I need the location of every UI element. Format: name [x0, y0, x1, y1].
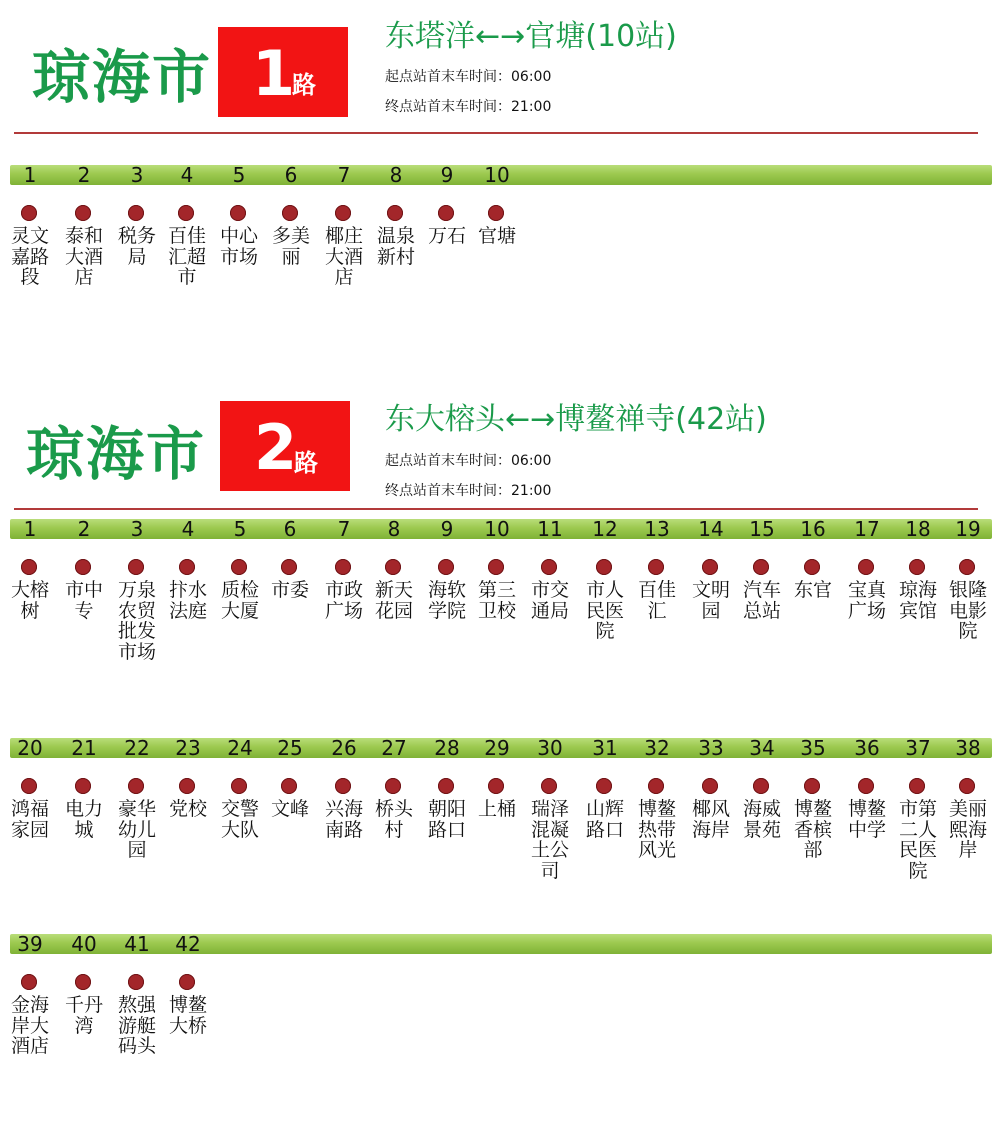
- stop-dot-icon: [648, 559, 664, 575]
- stop-number: 13: [644, 517, 670, 541]
- stop-number: 35: [800, 736, 826, 760]
- stop-dot-icon: [909, 778, 925, 794]
- stop-number: 1: [23, 517, 37, 541]
- stop-name: 百佳汇超市: [167, 225, 206, 289]
- stop-name: 抃水法庭: [168, 579, 207, 622]
- stop-dot-icon: [179, 559, 195, 575]
- stop-number: 24: [227, 736, 253, 760]
- stop-dot-icon: [335, 559, 351, 575]
- stop-name: 文峰: [270, 798, 309, 820]
- stop-number: 8: [387, 517, 401, 541]
- stop-number: 10: [484, 517, 510, 541]
- stop-name: 文明园: [691, 579, 730, 622]
- stop-name: 中心市场: [219, 225, 258, 268]
- last-bus-time: 终点站首末车时间：21:00: [385, 99, 552, 115]
- stop-name: 新天花园: [374, 579, 413, 622]
- stop-name: 博鳌香槟部: [793, 798, 832, 862]
- stop-number: 30: [537, 736, 563, 760]
- stop-dot-icon: [959, 559, 975, 575]
- stop-name: 兴海南路: [324, 798, 363, 841]
- stop-number: 37: [905, 736, 931, 760]
- stop-name: 万石: [427, 225, 466, 247]
- stop-dot-icon: [178, 205, 194, 221]
- stop-dot-icon: [387, 205, 403, 221]
- route-title: 东塔洋←→官塘(10站): [385, 19, 677, 54]
- stop-dot-icon: [596, 778, 612, 794]
- stop-number: 4: [180, 163, 194, 187]
- stop-name: 汽车总站: [742, 579, 781, 622]
- stop-number: 27: [381, 736, 407, 760]
- stop-name: 上桶: [477, 798, 516, 820]
- stop-name: 山辉路口: [585, 798, 624, 841]
- stop-name: 豪华幼儿园: [117, 798, 156, 862]
- divider: [14, 132, 978, 134]
- stop-name: 博鳌中学: [847, 798, 886, 841]
- stop-number: 3: [130, 517, 144, 541]
- stop-dot-icon: [438, 205, 454, 221]
- stop-number: 20: [17, 736, 43, 760]
- stop-number: 16: [800, 517, 826, 541]
- stop-number: 5: [232, 163, 246, 187]
- stop-number: 39: [17, 932, 43, 956]
- stop-dot-icon: [128, 205, 144, 221]
- stop-dot-icon: [541, 559, 557, 575]
- stop-dot-icon: [753, 559, 769, 575]
- stop-dot-icon: [541, 778, 557, 794]
- stop-dot-icon: [648, 778, 664, 794]
- stop-name: 熬强游艇码头: [117, 994, 156, 1058]
- stop-name: 银隆电影院: [948, 579, 987, 643]
- stop-name: 海软学院: [427, 579, 466, 622]
- stop-dot-icon: [335, 205, 351, 221]
- stop-dot-icon: [385, 559, 401, 575]
- stop-number: 23: [175, 736, 201, 760]
- stop-number: 6: [284, 163, 298, 187]
- stop-number: 7: [337, 163, 351, 187]
- stop-number: 40: [71, 932, 97, 956]
- stop-dot-icon: [75, 974, 91, 990]
- city-name: 琼海市: [26, 420, 207, 488]
- stop-dot-icon: [75, 778, 91, 794]
- stop-dot-icon: [385, 778, 401, 794]
- stop-dot-icon: [804, 778, 820, 794]
- route-badge: [220, 401, 350, 491]
- stop-dot-icon: [21, 974, 37, 990]
- stop-dot-icon: [804, 559, 820, 575]
- stop-name: 温泉新村: [376, 225, 415, 268]
- stop-number: 5: [233, 517, 247, 541]
- stop-number: 2: [77, 517, 91, 541]
- stop-number: 19: [955, 517, 981, 541]
- stop-name: 交警大队: [220, 798, 259, 841]
- stop-number: 10: [484, 163, 510, 187]
- stop-dot-icon: [281, 559, 297, 575]
- stop-name: 椰庄大酒店: [324, 225, 363, 289]
- stop-number: 41: [124, 932, 150, 956]
- stop-number: 11: [537, 517, 563, 541]
- stop-dot-icon: [231, 778, 247, 794]
- stop-dot-icon: [128, 559, 144, 575]
- last-bus-time: 终点站首末车时间：21:00: [385, 483, 552, 499]
- stop-name: 灵文嘉路段: [10, 225, 49, 289]
- stop-dot-icon: [959, 778, 975, 794]
- stop-number: 2: [77, 163, 91, 187]
- stop-number: 18: [905, 517, 931, 541]
- stop-name: 多美丽: [271, 225, 310, 268]
- stop-name: 海威景苑: [742, 798, 781, 841]
- stop-name: 市委: [270, 579, 309, 601]
- stop-name: 美丽熙海岸: [948, 798, 987, 862]
- stop-name: 市交通局: [530, 579, 569, 622]
- stop-number: 8: [389, 163, 403, 187]
- stop-name: 东官: [793, 579, 832, 601]
- first-bus-time: 起点站首末车时间：06:00: [385, 69, 552, 85]
- stop-number: 29: [484, 736, 510, 760]
- divider: [14, 508, 978, 510]
- stop-name: 市政广场: [324, 579, 363, 622]
- stop-number: 26: [331, 736, 357, 760]
- stop-number: 33: [698, 736, 724, 760]
- stop-dot-icon: [753, 778, 769, 794]
- stop-dot-icon: [230, 205, 246, 221]
- stop-name: 朝阳路口: [427, 798, 466, 841]
- stop-name: 椰风海岸: [691, 798, 730, 841]
- stop-dot-icon: [909, 559, 925, 575]
- stop-name: 瑞泽混凝土公司: [530, 798, 569, 882]
- stop-number: 21: [71, 736, 97, 760]
- stop-name: 鸿福家园: [10, 798, 49, 841]
- stop-number: 15: [749, 517, 775, 541]
- route-badge: [218, 27, 348, 117]
- stop-name: 宝真广场: [847, 579, 886, 622]
- stop-number: 32: [644, 736, 670, 760]
- stop-dot-icon: [282, 205, 298, 221]
- stop-number: 22: [124, 736, 150, 760]
- stop-name: 党校: [168, 798, 207, 820]
- stop-name: 市人民医院: [585, 579, 624, 643]
- stop-name: 市中专: [64, 579, 103, 622]
- stop-name: 第三卫校: [477, 579, 516, 622]
- stop-number: 7: [337, 517, 351, 541]
- stop-dot-icon: [231, 559, 247, 575]
- stop-dot-icon: [21, 559, 37, 575]
- stop-dot-icon: [702, 559, 718, 575]
- stop-name: 质检大厦: [220, 579, 259, 622]
- stop-name: 大榕树: [10, 579, 49, 622]
- stop-name: 百佳汇: [637, 579, 676, 622]
- stop-number: 4: [181, 517, 195, 541]
- route-number: 1: [252, 37, 296, 110]
- stop-dot-icon: [179, 778, 195, 794]
- route-suffix: 路: [292, 71, 316, 99]
- stop-number: 17: [854, 517, 880, 541]
- stop-number: 14: [698, 517, 724, 541]
- stop-name: 琼海宾馆: [898, 579, 937, 622]
- stop-dot-icon: [335, 778, 351, 794]
- stop-dot-icon: [858, 778, 874, 794]
- route-title: 东大榕头←→博鳌禅寺(42站): [385, 402, 767, 437]
- stop-number: 42: [175, 932, 201, 956]
- stop-number: 9: [440, 163, 454, 187]
- stop-dot-icon: [438, 559, 454, 575]
- stop-dot-icon: [488, 559, 504, 575]
- stop-dot-icon: [438, 778, 454, 794]
- stop-number: 28: [434, 736, 460, 760]
- stop-dot-icon: [488, 778, 504, 794]
- stop-name: 税务局: [117, 225, 156, 268]
- stop-dot-icon: [281, 778, 297, 794]
- stop-dot-icon: [128, 778, 144, 794]
- stop-name: 万泉农贸批发市场: [117, 579, 156, 663]
- stop-number: 3: [130, 163, 144, 187]
- stop-dot-icon: [75, 559, 91, 575]
- stop-dot-icon: [488, 205, 504, 221]
- stop-name: 千丹湾: [64, 994, 103, 1037]
- route-line-bar: [10, 934, 992, 954]
- stop-name: 金海岸大酒店: [10, 994, 49, 1058]
- stop-name: 市第二人民医院: [898, 798, 937, 882]
- stop-name: 官塘: [477, 225, 516, 247]
- route-suffix: 路: [294, 449, 318, 477]
- stop-number: 12: [592, 517, 618, 541]
- stop-dot-icon: [858, 559, 874, 575]
- stop-dot-icon: [75, 205, 91, 221]
- city-name: 琼海市: [32, 43, 213, 111]
- stop-number: 34: [749, 736, 775, 760]
- stop-number: 25: [277, 736, 303, 760]
- stop-number: 38: [955, 736, 981, 760]
- stop-number: 9: [440, 517, 454, 541]
- stop-number: 31: [592, 736, 618, 760]
- stop-dot-icon: [21, 778, 37, 794]
- stop-name: 博鳌热带风光: [637, 798, 676, 862]
- stop-name: 泰和大酒店: [64, 225, 103, 289]
- stop-dot-icon: [596, 559, 612, 575]
- stop-dot-icon: [702, 778, 718, 794]
- route-number: 2: [254, 411, 298, 484]
- stop-name: 桥头村: [374, 798, 413, 841]
- first-bus-time: 起点站首末车时间：06:00: [385, 453, 552, 469]
- stop-number: 1: [23, 163, 37, 187]
- stop-name: 博鳌大桥: [168, 994, 207, 1037]
- stop-dot-icon: [179, 974, 195, 990]
- stop-dot-icon: [21, 205, 37, 221]
- stop-dot-icon: [128, 974, 144, 990]
- stop-name: 电力城: [64, 798, 103, 841]
- stop-number: 6: [283, 517, 297, 541]
- stop-number: 36: [854, 736, 880, 760]
